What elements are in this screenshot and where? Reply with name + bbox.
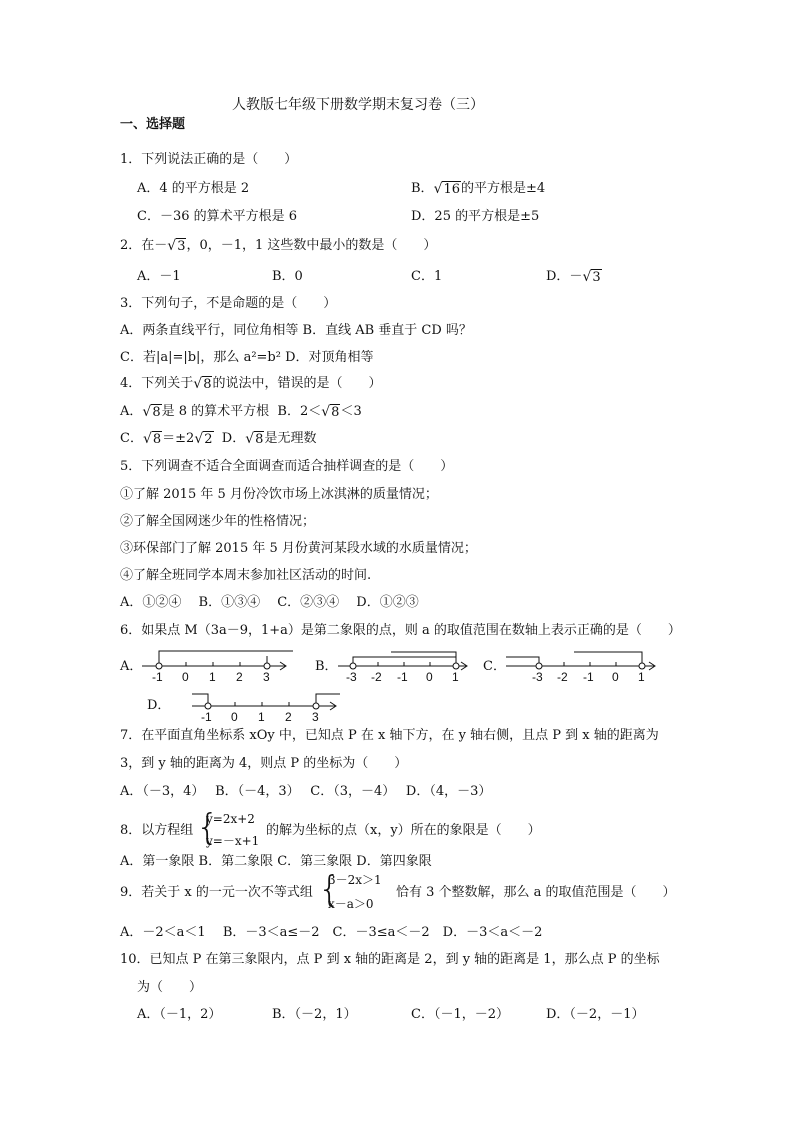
sqrt-3: √3 <box>167 238 186 254</box>
q3-options-ab: A．两条直线平行，同位角相等 B．直线 AB 垂直于 CD 吗？ <box>120 323 472 338</box>
number-line-a <box>140 648 300 686</box>
tick-label: 3 <box>312 710 319 724</box>
tick-label: 1 <box>638 670 645 684</box>
q10-option-a: A．（－1，2） <box>137 1007 222 1022</box>
q5-item-4: ④了解全班同学本周末参加社区活动的时间. <box>120 568 372 583</box>
number-line-b <box>336 648 476 686</box>
q9-inequality-2: x－a＞0 <box>328 897 374 911</box>
section-heading: 一、选择题 <box>120 117 186 132</box>
tick-label: -1 <box>397 670 408 684</box>
tick-label: 0 <box>182 670 189 684</box>
tick-label: 0 <box>231 710 238 724</box>
sqrt-8: √8 <box>142 404 161 420</box>
q9-stem-post: 恰有 3 个整数解，那么 a 的取值范围是（ ） <box>396 885 676 900</box>
q4-options-ab: A．√8是 8 的算术平方根 B．2＜√8＜3 <box>120 404 362 420</box>
q8-stem-post: 的解为坐标的点（x，y）所在的象限是（ ） <box>266 823 541 838</box>
tick-label: 0 <box>426 670 433 684</box>
q2-stem: 2．在－√3，0，－1，1 这些数中最小的数是（ ） <box>120 238 437 254</box>
q6-label-c: C． <box>483 659 506 674</box>
q8-options: A．第一象限 B．第二象限 C．第三象限 D．第四象限 <box>120 854 432 869</box>
q10-option-c: C．（－1，－2） <box>411 1007 509 1022</box>
q5-item-1: ①了解 2015 年 5 月份冷饮市场上冰淇淋的质量情况； <box>120 487 438 502</box>
q10-option-b: B．（－2，1） <box>272 1007 357 1022</box>
q2-option-b: B．0 <box>272 269 303 284</box>
q6-stem: 6．如果点 M（3a－9，1+a）是第二象限的点，则 a 的取值范围在数轴上表示正确的是（ ） <box>120 623 681 638</box>
tick-label: -1 <box>583 670 594 684</box>
tick-label: 1 <box>209 670 216 684</box>
q2-option-c: C．1 <box>411 269 443 284</box>
sqrt-16: √16 <box>433 181 461 197</box>
q8-equation-1: y=2x+2 <box>206 812 255 826</box>
q6-label-b: B． <box>315 659 338 674</box>
q7-line-2: 3，到 y 轴的距离为 4，则点 P 的坐标为（ ） <box>120 756 408 771</box>
sqrt-8: √8 <box>193 376 212 392</box>
left-brace: { <box>196 807 219 848</box>
tick-label: -3 <box>532 670 543 684</box>
tick-label: 0 <box>612 670 619 684</box>
q5-options: A．①②④ B．①③④ C．②③④ D．①②③ <box>120 595 419 610</box>
sqrt-2: √2 <box>194 431 213 447</box>
q8-equation-2: y=－x+1 <box>206 834 260 848</box>
number-line-c <box>504 648 664 686</box>
tick-label: -3 <box>346 670 357 684</box>
sqrt-8: √8 <box>321 404 340 420</box>
q6-label-d: D． <box>147 698 171 713</box>
tick-label: -2 <box>557 670 568 684</box>
q3-stem: 3．下列句子，不是命题的是（ ） <box>120 296 337 311</box>
q2-option-d: D．－√3 <box>546 269 601 285</box>
tick-label: -1 <box>152 670 163 684</box>
q1-option-d: D．25 的平方根是±5 <box>411 209 540 224</box>
q1-option-a: A．4 的平方根是 2 <box>137 181 250 196</box>
q7-options: A．（－3，4） B．（－4，3） C．（3，－4） D．（4，－3） <box>120 784 492 799</box>
tick-label: -2 <box>371 670 382 684</box>
q4-options-cd: C．√8＝±2√2 D．√8是无理数 <box>120 431 317 447</box>
sqrt-8: √8 <box>142 431 162 447</box>
tick-label: 2 <box>285 710 292 724</box>
q1-option-b: B．√16的平方根是±4 <box>411 181 546 197</box>
q2-option-a: A．－1 <box>137 269 181 284</box>
q5-item-3: ③环保部门了解 2015 年 5 月份黄河某段水域的水质量情况； <box>120 541 477 556</box>
q9-options: A．－2＜a＜1 B．－3＜a≤－2 C．－3≤a＜－2 D．－3＜a＜－2 <box>120 925 543 940</box>
page-title: 人教版七年级下册数学期末复习卷（三） <box>232 97 484 113</box>
sqrt-8: √8 <box>245 431 264 447</box>
sqrt-3: √3 <box>582 269 601 285</box>
tick-label: 1 <box>258 710 265 724</box>
q10-line-2: 为（ ） <box>137 980 203 995</box>
number-line-d <box>190 688 350 726</box>
tick-label: 2 <box>236 670 243 684</box>
q4-stem: 4．下列关于√8的说法中，错误的是（ ） <box>120 376 382 392</box>
q6-label-a: A． <box>120 659 143 674</box>
q9-stem-pre: 9．若关于 x 的一元一次不等式组 <box>120 885 313 900</box>
q10-option-d: D．（－2，－1） <box>546 1007 645 1022</box>
q5-item-2: ②了解全国网迷少年的性格情况； <box>120 514 316 529</box>
q1-option-c: C．－36 的算术平方根是 6 <box>137 209 298 224</box>
q5-stem: 5．下列调查不适合全面调查而适合抽样调查的是（ ） <box>120 459 454 474</box>
q10-line-1: 10．已知点 P 在第三象限内，点 P 到 x 轴的距离是 2，到 y 轴的距离是 1，那么点 P 的坐标 <box>120 952 660 967</box>
left-brace: { <box>318 869 341 910</box>
tick-label: 1 <box>452 670 459 684</box>
q3-options-cd: C．若|a|=|b|，那么 a²=b² D．对顶角相等 <box>120 350 374 365</box>
tick-label: 3 <box>263 670 270 684</box>
q8-stem-pre: 8．以方程组 <box>120 823 194 838</box>
q1-stem: 1．下列说法正确的是（ ） <box>120 152 298 167</box>
q9-inequality-1: 3－2x＞1 <box>328 873 382 887</box>
tick-label: -1 <box>201 710 212 724</box>
q7-line-1: 7．在平面直角坐标系 xOy 中，已知点 P 在 x 轴下方，在 y 轴右侧，且点 P 到 x 轴的距离为 <box>120 728 659 743</box>
